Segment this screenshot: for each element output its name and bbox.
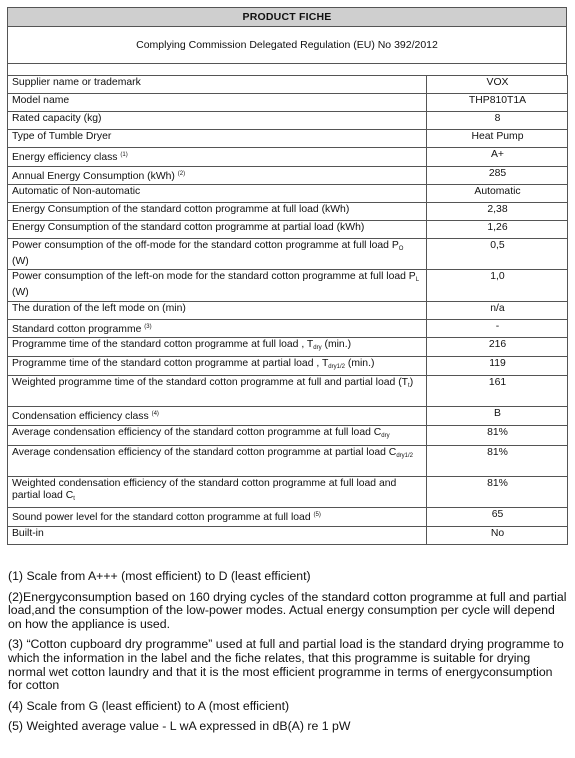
label-text: Power consumption of the off-mode for the standard cotton programme at full load P <box>12 240 399 252</box>
row-label <box>8 239 427 270</box>
footnote-ref: (4) <box>151 411 159 418</box>
row-value: Heat Pump <box>427 130 568 148</box>
table-row <box>8 76 568 94</box>
product-fiche <box>7 7 567 545</box>
row-label <box>8 338 427 357</box>
footnote-ref: (1) <box>120 152 128 158</box>
fiche-title: PRODUCT FICHE <box>7 7 567 27</box>
row-value: 2,38 <box>427 203 568 221</box>
subscript: dry1/2 <box>396 452 413 459</box>
row-value: n/a <box>427 301 568 319</box>
table-row <box>8 376 568 407</box>
footnote: (5) Weighted average value - L wA expressed in dB(A) re 1 pW <box>8 719 351 734</box>
footnote: (2)Energyconsumption based on 160 drying cycles of the standard cotton programme at full and partial load,and the consumption of the low-power modes. Actual energy consumption per cycle will depend on how the appliance is used. <box>8 589 567 631</box>
label-text: Weighted programme time of the standard cotton programme at full and partial load (T <box>12 377 409 389</box>
subscript: dry1/2 <box>328 364 345 371</box>
table-row <box>8 338 568 357</box>
table-row <box>8 476 568 507</box>
row-value: 65 <box>427 507 568 526</box>
row-label <box>8 357 427 376</box>
footnote: (3) “Cotton cupboard dry programme” used at full and partial load is the standard drying programme to which the information in the label and the fiche relates, that this programme is suitable for drying normal wet cotton laundry and that it is the most efficient programme in terms of energyconsumption for cotton <box>8 637 564 693</box>
label-text: Programme time of the standard cotton programme at partial load , T <box>12 358 329 370</box>
table-row <box>8 526 568 544</box>
row-value: 8 <box>427 112 568 130</box>
table-row <box>8 319 568 338</box>
label-text: Average condensation efficiency of the standard cotton programme at full load C <box>12 426 382 438</box>
row-label <box>8 148 427 167</box>
label-text: Rated capacity (kg) <box>12 113 102 124</box>
row-value: A+ <box>427 148 568 167</box>
row-label <box>8 319 427 338</box>
label-text: Energy efficiency class <box>12 152 118 163</box>
label-text: Standard cotton programme <box>12 323 142 335</box>
row-label <box>8 526 427 544</box>
label-suffix: ) <box>409 377 414 389</box>
fiche-table <box>7 75 568 545</box>
table-row <box>8 166 568 185</box>
row-label <box>8 94 427 112</box>
label-text: Average condensation efficiency of the standard cotton programme at partial load C <box>12 446 397 458</box>
table-row <box>8 507 568 526</box>
row-value: 81% <box>427 476 568 507</box>
footnotes <box>8 570 568 741</box>
row-label <box>8 425 427 445</box>
row-value: B <box>427 407 568 426</box>
label-text: Energy Consumption of the standard cotton programme at full load (kWh) <box>12 204 350 216</box>
row-label <box>8 76 427 94</box>
subscript: t <box>73 496 75 503</box>
table-row <box>8 203 568 221</box>
label-text: Type of Tumble Dryer <box>12 131 112 142</box>
spacer <box>7 64 567 75</box>
row-value: 1,26 <box>427 221 568 239</box>
row-label <box>8 112 427 130</box>
row-label <box>8 203 427 221</box>
row-label <box>8 376 427 407</box>
row-label <box>8 166 427 185</box>
label-suffix: (W) <box>12 286 29 298</box>
row-value: Automatic <box>427 185 568 203</box>
label-text: Sound power level for the standard cotton programme at full load <box>12 511 311 523</box>
table-row <box>8 445 568 476</box>
row-label <box>8 270 427 301</box>
row-value: 1,0 <box>427 270 568 301</box>
footnote-ref: (3) <box>144 323 152 330</box>
row-label <box>8 445 427 476</box>
subscript: dry <box>381 432 390 439</box>
footnote-ref: (2) <box>177 170 186 177</box>
row-value: VOX <box>427 76 568 94</box>
label-text: Supplier name or trademark <box>12 77 141 88</box>
table-row <box>8 425 568 445</box>
footnote: (4) Scale from G (least efficient) to A (most efficient) <box>8 698 290 713</box>
table-row <box>8 94 568 112</box>
subscript: L <box>415 277 420 284</box>
row-value: THP810T1A <box>427 94 568 112</box>
label-suffix: (W) <box>12 255 29 267</box>
row-value: 216 <box>427 338 568 357</box>
subscript: dry <box>313 345 322 352</box>
row-label <box>8 301 427 319</box>
label-suffix: (min.) <box>344 358 375 370</box>
subscript: t <box>408 383 410 390</box>
subscript: O <box>398 246 404 253</box>
table-row <box>8 270 568 301</box>
table-row <box>8 112 568 130</box>
label-text: Automatic of Non-automatic <box>12 186 141 198</box>
label-text: Power consumption of the left-on mode for the standard cotton programme at full load P <box>12 271 416 283</box>
table-row <box>8 301 568 319</box>
table-row <box>8 407 568 426</box>
table-row <box>8 130 568 148</box>
row-value: 81% <box>427 425 568 445</box>
footnote: (1) Scale from A+++ (most efficient) to D (least efficient) <box>8 569 311 583</box>
regulation-subtitle: Complying Commission Delegated Regulation (EU) No 392/2012 <box>7 27 567 64</box>
table-row <box>8 148 568 167</box>
label-text: Energy Consumption of the standard cotton programme at partial load (kWh) <box>12 222 365 234</box>
row-value: - <box>427 319 568 338</box>
table-row <box>8 239 568 270</box>
row-label <box>8 130 427 148</box>
row-value: 119 <box>427 357 568 376</box>
row-label <box>8 507 427 526</box>
label-text: Model name <box>12 95 70 106</box>
label-text: Condensation efficiency class <box>12 411 149 423</box>
table-row <box>8 357 568 376</box>
label-suffix: (min.) <box>321 339 352 351</box>
label-text: Programme time of the standard cotton programme at full load , T <box>12 339 314 351</box>
row-value: 0,5 <box>427 239 568 270</box>
row-label <box>8 476 427 507</box>
footnote-ref: (5) <box>313 511 321 518</box>
label-text: Weighted condensation efficiency of the standard cotton programme at full load and partial load C <box>12 477 397 502</box>
row-label <box>8 185 427 203</box>
row-value: No <box>427 526 568 544</box>
label-text: Built-in <box>12 527 44 539</box>
label-text: Annual Energy Consumption (kWh) <box>12 170 175 182</box>
row-value: 285 <box>427 166 568 185</box>
row-value: 81% <box>427 445 568 476</box>
label-text: The duration of the left mode on (min) <box>12 302 186 314</box>
row-label <box>8 407 427 426</box>
row-value: 161 <box>427 376 568 407</box>
row-label <box>8 221 427 239</box>
table-row <box>8 221 568 239</box>
table-row <box>8 185 568 203</box>
